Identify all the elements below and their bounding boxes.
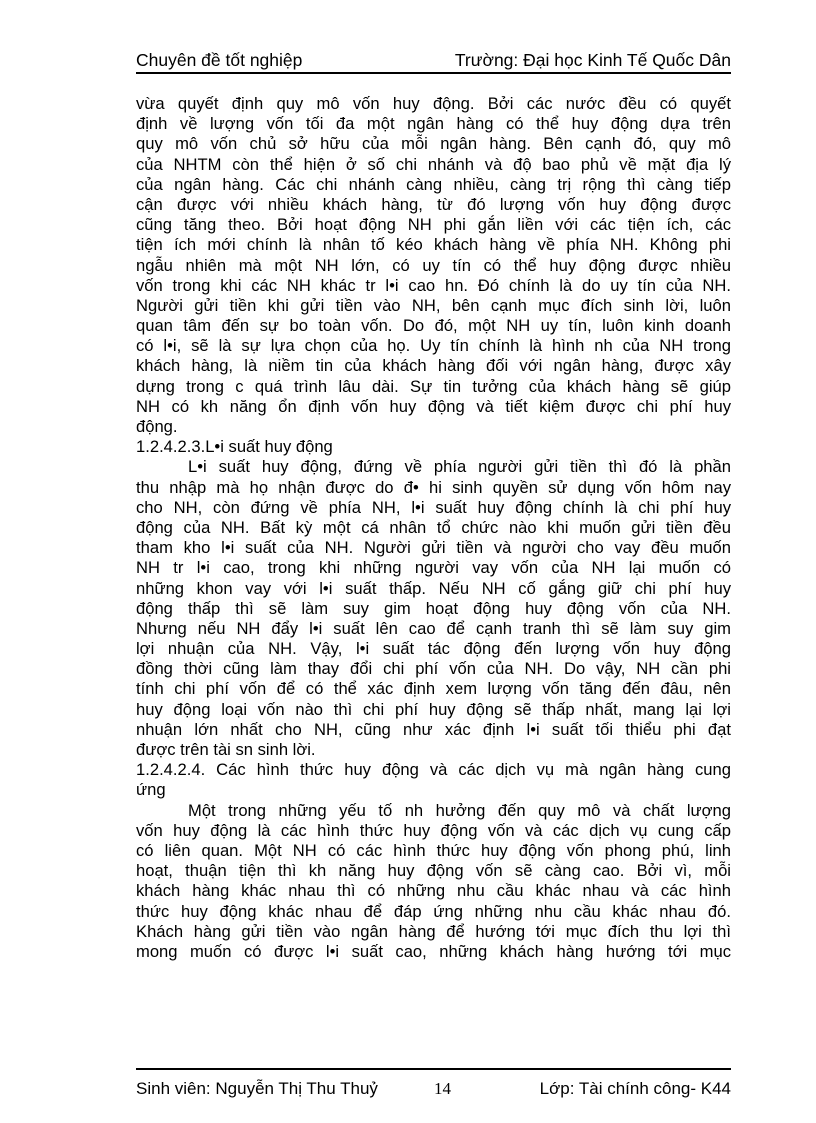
text-line: mong muốn có được l•i suất cao, những khách hàng hướng tới mục [136,941,731,961]
text-line: động. [136,417,178,436]
text-line: cho NH, còn đứng về phía NH, l•i suất huy động chính là chi phí huy [136,497,731,517]
text-line: NH có kh năng ổn định vốn huy động và tiết kiệm được chi phí huy [136,396,731,416]
text-line: vốn huy động là các hình thức huy động vốn và các dịch vụ cung cấp [136,820,731,840]
text-line: có l•i, sẽ là sự lựa chọn của họ. Uy tín chính là hình nh của NH trong [136,336,731,356]
text-line: định về lượng vốn tối đa một ngân hàng có thể huy động dựa trên [136,114,731,134]
text-line: huy động loại vốn nào thì chi phí huy động sẽ thấp nhất, mang lại lợi [136,699,731,719]
text-line: có liên quan. Một NH có các hình thức huy động vốn phong phú, linh [136,840,731,860]
section-heading-continuation: ứng [136,780,166,800]
footer-class: Lớp: Tài chính công- K44 [539,1079,731,1098]
text-line: động thấp thì sẽ làm suy gim hoạt động huy động vốn của NH. [136,598,731,618]
text-line: thu nhập mà họ nhận được do đ• hi sinh quyền sử dụng vốn hôm nay [136,477,731,497]
text-line: được trên tài sn sinh lời. [136,740,316,759]
section-heading-1-2-4-2-3: 1.2.4.2.3.L•i suất huy động [136,437,333,457]
footer-student-name: Sinh viên: Nguyễn Thị Thu Thuỷ [136,1079,378,1098]
header-thesis-title: Chuyên đề tốt nghiệp [136,50,303,70]
text-line: tham kho l•i suất của NH. Người gửi tiền và người cho vay đều muốn [136,538,731,558]
text-line: vừa quyết định quy mô vốn huy động. Bởi các nước đều có quyết [136,94,731,113]
page-number: 14 [434,1079,451,1098]
text-line: hoạt, thuận tiện thì kh năng huy động vốn sẽ càng cao. Bởi vì, mỗi [136,861,731,881]
text-line: cũng tăng theo. Bởi hoạt động NH phi gắn liền với các tiện ích, các [136,215,731,235]
page-header [136,50,731,74]
page-footer [136,1068,731,1098]
text-line: cận được với nhiều khách hàng, từ đó lượng vốn huy động được [136,194,731,214]
text-line: đồng thời cũng làm thay đổi chi phí vốn của NH. Do vậy, NH cần phi [136,659,731,679]
header-university: Trường: Đại học Kinh Tế Quốc Dân [454,50,731,70]
text-line: Khách hàng gửi tiền vào ngân hàng để hướng tới mục đích thu lợi thì [136,921,731,941]
text-line: của NHTM còn thể hiện ở số chi nhánh và độ bao phủ về mặt địa lý [136,154,731,174]
text-line: nhuận lớn nhất cho NH, cũng như xác định l•i suất tối thiểu phi đạt [136,719,731,739]
text-line: tính chi phí vốn để có thể xác định xem lượng vốn tăng đến đâu, nên [136,679,731,699]
text-line: khách hàng, là niềm tin của khách hàng đối với ngân hàng, được xây [136,356,731,376]
text-line: quy mô vốn chủ sở hữu của mỗi ngân hàng. Bên cạnh đó, quy mô [136,134,731,154]
text-line: những khon vay với l•i suất thấp. Nếu NH cố gắng giữ chi phí huy [136,578,731,598]
text-line: lợi nhuận của NH. Vậy, l•i suất tác động đến lượng vốn huy động [136,639,731,659]
body-text [136,94,731,962]
text-line: khách hàng khác nhau thì có những nhu cầu khác nhau và các hình [136,881,731,901]
text-line: Một trong những yếu tố nh hưởng đến quy mô và chất lượng [188,800,731,820]
text-line: thức huy động khác nhau để đáp ứng những nhu cầu khác nhau đó. [136,901,731,921]
text-line: ngẫu nhiên mà một NH lớn, có uy tín có thể huy động được nhiều [136,255,731,275]
text-line: tiện ích mới chính là nhân tố kéo khách hàng về phía NH. Không phi [136,235,731,255]
text-line: L•i suất huy động, đứng về phía người gửi tiền thì đó là phần [188,457,731,477]
text-line: vốn trong khi các NH khác tr l•i cao hn. Đó chính là do uy tín của NH. [136,275,731,295]
text-line: quan tâm đến sự bo toàn vốn. Do đó, một NH uy tín, luôn kinh doanh [136,316,731,336]
section-heading-1-2-4-2-4: 1.2.4.2.4. Các hình thức huy động và các dịch vụ mà ngân hàng cung [136,760,731,780]
text-line: của ngân hàng. Các chi nhánh càng nhiều, càng trị rộng thì càng tiếp [136,174,731,194]
text-line: dựng trong c quá trình lâu dài. Sự tin tưởng của khách hàng sẽ giúp [136,376,731,396]
text-line: động của NH. Bất kỳ một cá nhân tổ chức nào khi muốn gửi tiền đều [136,517,731,537]
text-line: Người gửi tiền khi gửi tiền vào NH, bên cạnh mục đích sinh lời, luôn [136,295,731,315]
text-line: NH tr l•i cao, trong khi những người vay vốn của NH lại muốn có [136,558,731,578]
text-line: Nhưng nếu NH đẩy l•i suất lên cao để cạnh tranh thì sẽ làm suy gim [136,618,731,638]
